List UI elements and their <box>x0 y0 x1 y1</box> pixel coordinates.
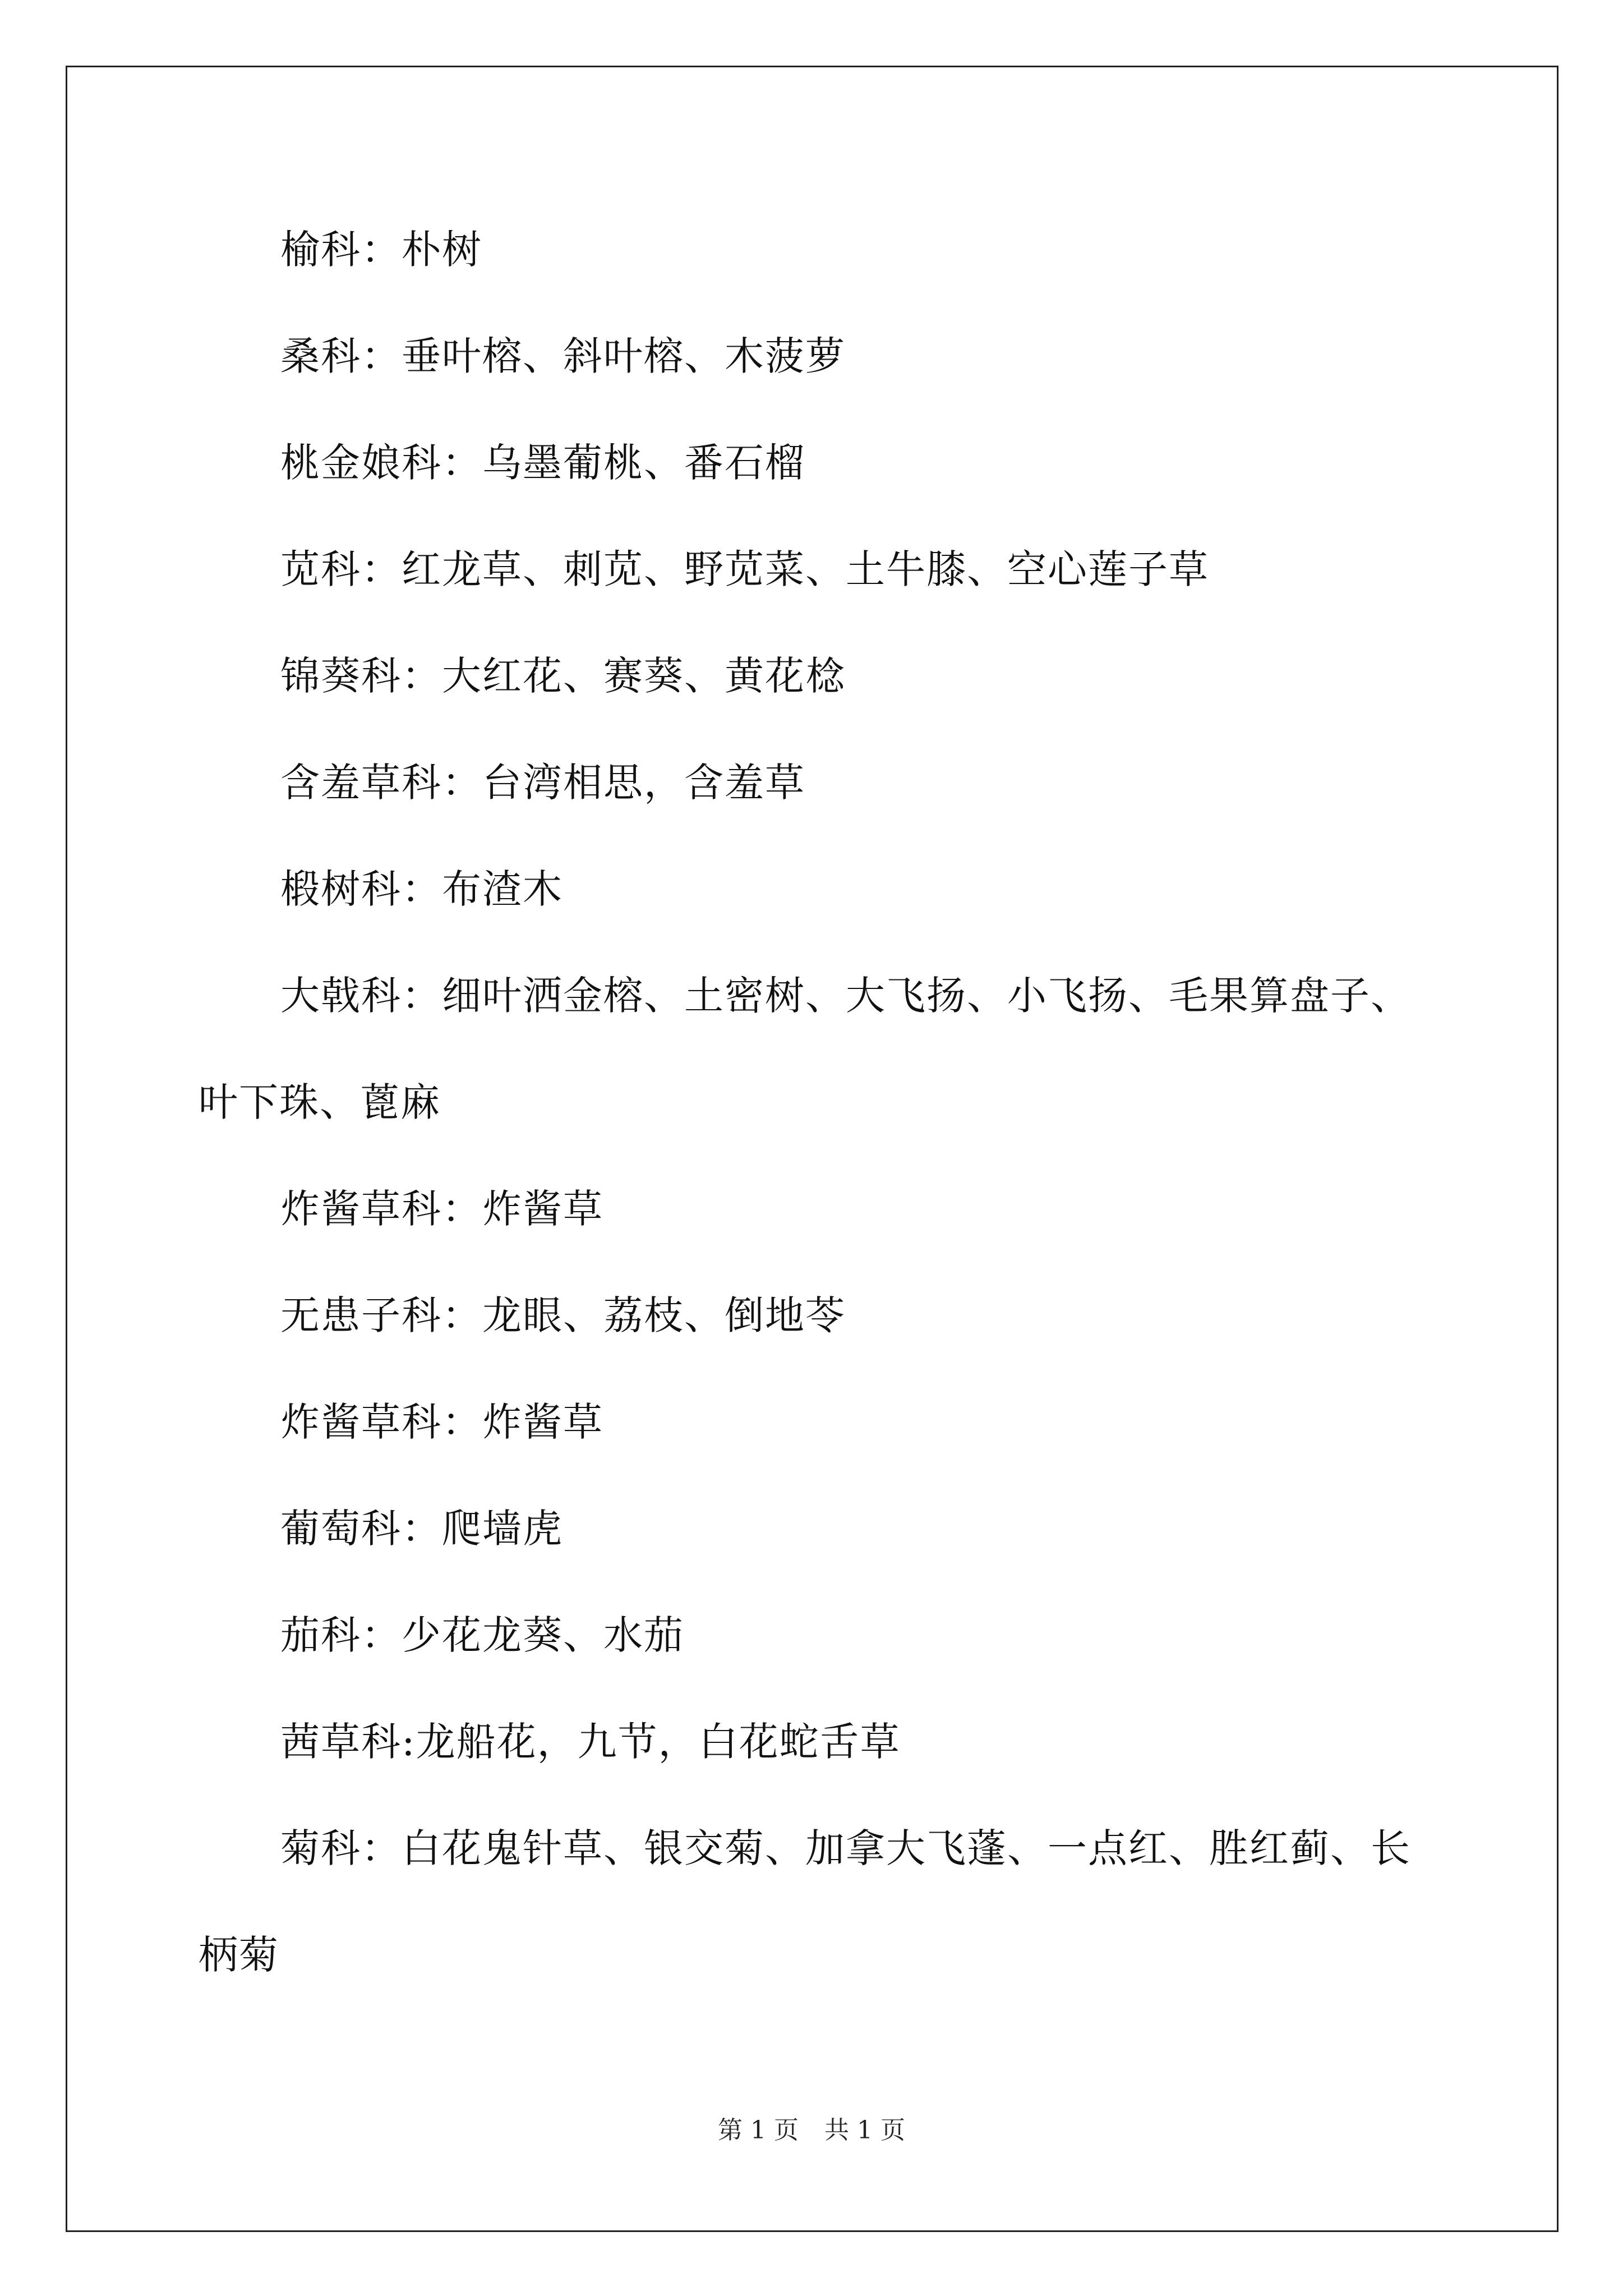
text-line: 菊科：白花鬼针草、银交菊、加拿大飞蓬、一点红、胜红蓟、长 <box>280 1825 1411 1871</box>
text-line: 炸酱草科：炸酱草 <box>280 1399 603 1445</box>
page-footer <box>0 2114 1623 2147</box>
text-line: 含羞草科：台湾相思，含羞草 <box>280 760 805 806</box>
text-line: 大戟科：细叶洒金榕、土密树、大飞扬、小飞扬、毛果算盘子、 <box>280 973 1411 1019</box>
text-line: 榆科：朴树 <box>280 227 482 273</box>
text-line: 炸酱草科：炸酱草 <box>280 1186 603 1232</box>
text-line: 桑科：垂叶榕、斜叶榕、木菠萝 <box>280 333 846 379</box>
text-line: 无患子科：龙眼、荔枝、倒地苓 <box>280 1292 846 1338</box>
text-line: 苋科：红龙草、刺苋、野苋菜、土牛膝、空心莲子草 <box>280 546 1209 592</box>
text-line: 茜草科:龙船花，九节，白花蛇舌草 <box>280 1719 901 1765</box>
page-border <box>66 66 1559 2232</box>
text-line: 茄科：少花龙葵、水茄 <box>280 1612 684 1658</box>
text-line-continuation: 柄菊 <box>199 1932 279 1978</box>
text-line: 椴树科：布渣木 <box>280 866 563 912</box>
page-number: 第 1 页 <box>718 2116 799 2145</box>
text-line: 葡萄科：爬墙虎 <box>280 1506 563 1552</box>
page-total: 共 1 页 <box>824 2116 905 2145</box>
text-line-continuation: 叶下珠、蓖麻 <box>199 1079 441 1125</box>
text-line: 桃金娘科：乌墨葡桃、番石榴 <box>280 440 805 486</box>
text-line: 锦葵科：大红花、赛葵、黄花棯 <box>280 653 846 699</box>
